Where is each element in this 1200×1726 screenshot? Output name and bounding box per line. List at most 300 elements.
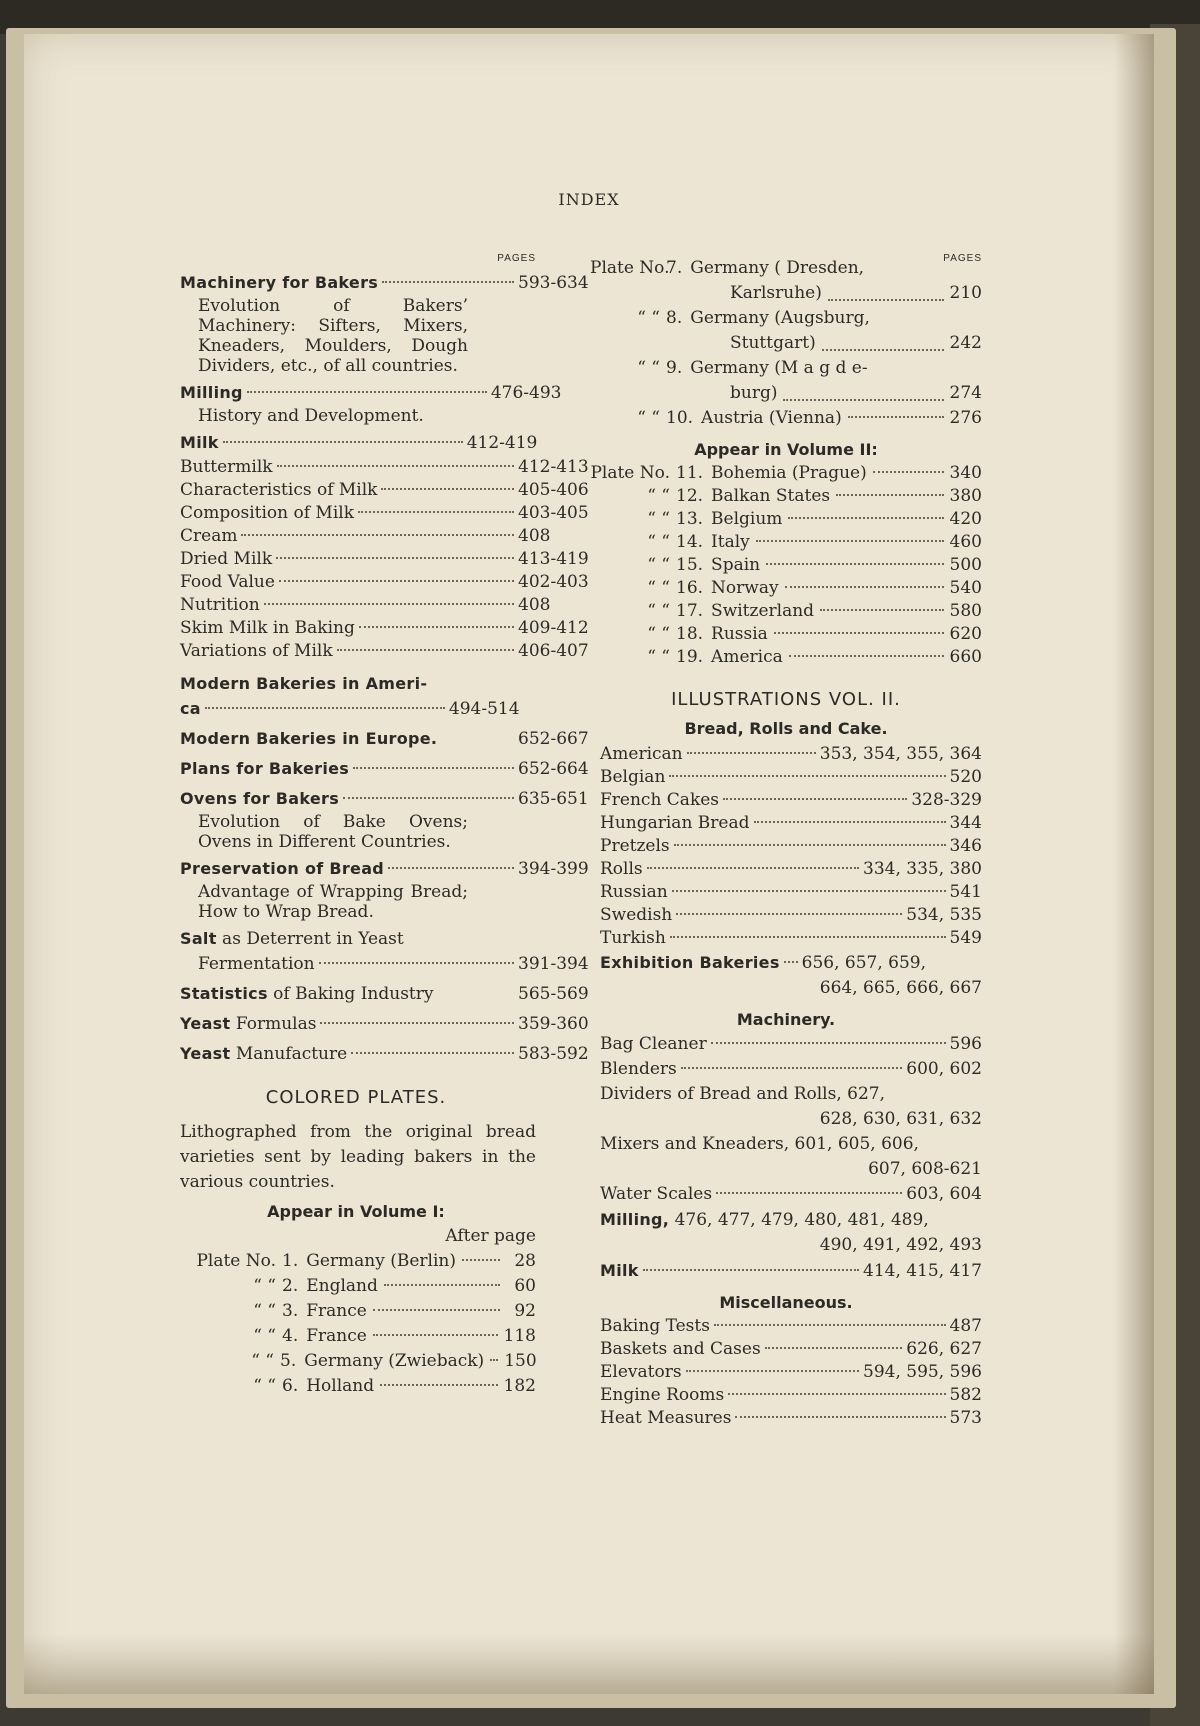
plate-page: 276	[949, 408, 982, 428]
entry-pages: 476, 477, 479, 480, 481, 489,	[669, 1210, 929, 1230]
plate-page: 60	[514, 1276, 536, 1296]
left-entries	[176, 270, 596, 456]
leader-dots	[822, 326, 944, 351]
plate-number: 14.	[676, 532, 704, 552]
plate-number: 11.	[676, 463, 704, 483]
index-entry	[590, 1258, 982, 1284]
index-entry	[590, 1182, 982, 1207]
plate-number: 6.	[282, 1376, 299, 1396]
plate-name-cont: Stuttgart)	[730, 333, 816, 353]
plate-name: Italy	[711, 532, 750, 552]
entry-pages: 656, 657, 659,	[801, 953, 927, 973]
entry-title: Water Scales	[600, 1184, 713, 1204]
leader-dots	[319, 962, 514, 964]
plate-prefix: “ “	[251, 1351, 274, 1371]
bread-heading: Bread, Rolls and Cake.	[684, 719, 888, 738]
entry-title: Skim Milk in Baking	[180, 618, 355, 638]
entry-pages: 413-419	[518, 549, 589, 569]
leader-dots	[373, 1309, 500, 1311]
entry-title: Milk	[600, 1261, 639, 1280]
entry-line-cont: 628, 630, 631, 632	[819, 1109, 982, 1129]
plate-name: Norway	[711, 578, 779, 598]
leader-dots	[205, 707, 445, 709]
plate-page: 420	[949, 509, 982, 529]
left-column	[176, 252, 596, 1399]
index-entry	[176, 856, 596, 922]
entry-description: Evolution of Bakers’ Machinery: Sifters, Mixers, Kneaders, Moulders, Dough Dividers, etc., of all countries.	[198, 296, 468, 376]
plate-page: 540	[949, 578, 982, 598]
plate-number: 1.	[282, 1251, 299, 1271]
entry-description: Advantage of Wrapping Bread; How to Wrap Bread.	[198, 882, 468, 922]
leader-dots	[728, 1393, 945, 1395]
entry-title: Ovens for Bakers	[180, 789, 340, 808]
entry-title-rest: of Baking Industry	[267, 984, 434, 1004]
plate-prefix: Plate No.	[590, 258, 670, 278]
entry-title: Exhibition Bakeries	[600, 953, 780, 972]
leader-dots	[669, 775, 945, 777]
page-title: INDEX	[558, 190, 620, 209]
entry-pages: 594, 595, 596	[863, 1362, 982, 1382]
leader-dots	[264, 603, 514, 605]
plate-name: Spain	[711, 555, 761, 575]
entry-row	[176, 696, 596, 722]
entry-title: Turkish	[600, 928, 666, 948]
appear-volume-1: Appear in Volume I:	[267, 1202, 445, 1221]
entry-title-line	[176, 926, 452, 952]
plate-prefix: Plate No.	[590, 463, 670, 483]
entry-pages: 534, 535	[906, 905, 982, 925]
entry-pages: 520	[949, 767, 982, 787]
index-entry	[176, 430, 596, 456]
entry-title: Milling	[180, 383, 243, 402]
plate-number: 13.	[676, 509, 704, 529]
plate-entry	[176, 1374, 536, 1399]
index-entry	[176, 479, 596, 502]
entry-pages: 626, 627	[906, 1339, 982, 1359]
plate-number: 4.	[282, 1326, 299, 1346]
entry-title: Yeast	[180, 1044, 231, 1063]
plate-prefix: “ “	[253, 1301, 276, 1321]
index-entry	[176, 756, 596, 782]
plate-prefix: “ “	[647, 555, 670, 575]
plate-prefix: “ “	[647, 486, 670, 506]
leader-dots	[351, 1052, 514, 1054]
plate-entry	[176, 1274, 536, 1299]
leader-dots	[674, 844, 946, 846]
leader-dots	[784, 961, 798, 963]
entry-pages: 652-664	[518, 759, 589, 779]
plate-number: 17.	[676, 601, 704, 621]
entry-title: Machinery for Bakers	[180, 273, 379, 292]
index-entry	[176, 270, 596, 296]
index-entry	[590, 1338, 982, 1361]
entry-title: Variations of Milk	[180, 641, 333, 661]
entry-title: American	[600, 744, 683, 764]
entry-line: Dividers of Bread and Rolls, 627,	[600, 1084, 885, 1104]
plates-volume-1	[176, 1249, 536, 1399]
illustrations-heading: ILLUSTRATIONS VOL. II.	[671, 689, 901, 710]
plate-entry	[590, 554, 982, 577]
entry-pages: 391-394	[518, 954, 589, 974]
plate-name: France	[306, 1301, 367, 1321]
plate-name: Bohemia (Prague)	[711, 463, 867, 483]
plate-entry	[590, 646, 982, 669]
entry-title: Nutrition	[180, 595, 260, 615]
entry-pages: 409-412	[518, 618, 589, 638]
index-entry	[176, 525, 596, 548]
plate-number: 2.	[282, 1276, 299, 1296]
book-page	[24, 34, 1154, 1694]
entry-pages: 402-403	[518, 572, 589, 592]
leader-dots	[836, 494, 943, 496]
gutter-shade	[1114, 34, 1154, 1694]
leader-dots	[735, 1416, 945, 1418]
plate-name: Belgium	[711, 509, 783, 529]
entry-pages: 573	[949, 1408, 982, 1428]
plate-page: 580	[949, 601, 982, 621]
entry-title: Russian	[600, 882, 668, 902]
entry-title: Modern Bakeries in Europe.	[180, 729, 438, 748]
plate-entry	[590, 462, 982, 485]
entry-pages: 353, 354, 355, 364	[819, 744, 982, 764]
leader-dots	[873, 471, 944, 473]
plate-page: 28	[514, 1251, 536, 1271]
leader-dots	[723, 798, 907, 800]
entry-pages: 412-419	[466, 433, 538, 453]
plate-name: Russia	[711, 624, 768, 644]
plates-volume-1-continued	[590, 256, 982, 431]
leader-dots	[353, 767, 514, 769]
plate-entry	[176, 1249, 536, 1274]
index-entry	[176, 1011, 596, 1037]
entry-title: Food Value	[180, 572, 275, 592]
plate-number: 16.	[676, 578, 704, 598]
leader-dots	[828, 276, 944, 301]
index-entry	[590, 881, 982, 904]
leader-dots	[358, 511, 514, 513]
entry-title: Belgian	[600, 767, 666, 787]
plate-page: 380	[949, 486, 982, 506]
entry-title: Milling,	[600, 1210, 670, 1229]
machinery-items	[590, 1032, 982, 1284]
entry-pages: 476-493	[490, 383, 562, 403]
entry-title: Salt	[180, 929, 217, 948]
colored-plates-description: Lithographed from the original bread varieties sent by leading bakers in the various countries.	[180, 1122, 536, 1192]
entry-pages: 593-634	[518, 273, 589, 293]
entry-pages-cont: 490, 491, 492, 493	[819, 1235, 982, 1255]
plate-page: 92	[514, 1301, 536, 1321]
entry-title: Preservation of Bread	[180, 859, 385, 878]
leader-dots	[382, 281, 514, 283]
entry-pages: 652-667	[518, 729, 589, 749]
index-entry	[590, 812, 982, 835]
index-entry	[590, 1361, 982, 1384]
index-entry	[590, 743, 982, 766]
plate-entry	[590, 531, 982, 554]
plate-entry-cont	[590, 331, 982, 356]
index-entry	[590, 904, 982, 927]
milling-entry	[590, 1207, 982, 1233]
plate-name-cont: Karlsruhe)	[730, 283, 822, 303]
plates-volume-2	[590, 462, 982, 669]
entry-pages: 582	[949, 1385, 982, 1405]
index-entry	[590, 1057, 982, 1082]
plate-name: Germany (Augsburg,	[690, 308, 870, 328]
leader-dots	[490, 1359, 498, 1361]
entry-title-line	[176, 1041, 347, 1067]
leader-dots	[788, 517, 943, 519]
plate-number: 18.	[676, 624, 704, 644]
plate-prefix: “ “	[647, 578, 670, 598]
entry-title: Yeast	[180, 1014, 231, 1033]
leader-dots	[783, 376, 943, 401]
leader-dots	[647, 867, 859, 869]
entry-title: ca	[180, 699, 201, 718]
entry-pages: 406-407	[518, 641, 589, 661]
leader-dots	[670, 936, 946, 938]
leader-dots	[388, 867, 514, 869]
index-entry	[176, 456, 596, 479]
entry-title: Dried Milk	[180, 549, 273, 569]
plate-page: 210	[949, 283, 982, 303]
entry-title: Buttermilk	[180, 457, 273, 477]
leader-dots	[384, 1284, 500, 1286]
milk-items	[176, 456, 596, 663]
leader-dots	[756, 540, 944, 542]
plate-page: 660	[949, 647, 982, 667]
entry-title-rest: Formulas	[230, 1014, 317, 1034]
index-entry	[176, 502, 596, 525]
entry-pages: 334, 335, 380	[863, 859, 982, 879]
index-entry	[176, 380, 596, 426]
leader-dots	[711, 1042, 946, 1044]
exhibition-entry	[590, 950, 982, 1001]
entry-title-rest: as Deterrent in Yeast	[216, 929, 404, 949]
index-entry	[590, 1315, 982, 1338]
leader-dots	[672, 890, 946, 892]
plate-number: 5.	[280, 1351, 297, 1371]
entry-title: Blenders	[600, 1059, 677, 1079]
leader-dots	[643, 1269, 859, 1271]
entry-pages: 405-406	[518, 480, 589, 500]
leader-dots	[279, 580, 514, 582]
entry-pages: 596	[949, 1034, 982, 1054]
plate-entry-cont	[590, 281, 982, 306]
entry-line: Mixers and Kneaders, 601, 605, 606,	[600, 1134, 919, 1154]
entry-title: Engine Rooms	[600, 1385, 725, 1405]
entry-line-cont: 607, 608-621	[868, 1159, 982, 1179]
entry-title-cont: Fermentation	[198, 954, 315, 974]
index-entry	[176, 786, 596, 852]
entry-title: Pretzels	[600, 836, 670, 856]
misc-items	[590, 1315, 982, 1430]
leader-dots	[359, 626, 514, 628]
entry-title: Modern Bakeries in Ameri-	[180, 674, 428, 693]
entry-title: Heat Measures	[600, 1408, 732, 1428]
index-entry	[176, 548, 596, 571]
right-column	[590, 252, 1010, 1430]
entry-pages: 346	[949, 836, 982, 856]
plate-name: Balkan States	[711, 486, 831, 506]
plate-prefix: “ “	[637, 408, 660, 428]
plate-prefix: “ “	[253, 1326, 276, 1346]
index-entry	[176, 640, 596, 663]
index-entry	[176, 617, 596, 640]
entry-title: Elevators	[600, 1362, 682, 1382]
entry-title: Statistics	[180, 984, 268, 1003]
index-entry	[590, 927, 982, 950]
plate-entry	[590, 600, 982, 623]
plate-page: 460	[949, 532, 982, 552]
plate-page: 620	[949, 624, 982, 644]
leader-dots	[343, 797, 514, 799]
entry-pages: 494-514	[448, 699, 520, 719]
entry-pages: 487	[949, 1316, 982, 1336]
index-entry	[176, 926, 596, 977]
machinery-heading: Machinery.	[736, 1010, 836, 1029]
index-entry	[590, 1032, 982, 1057]
plate-name: Austria (Vienna)	[701, 408, 842, 428]
plate-number: 12.	[676, 486, 704, 506]
plate-page: 182	[503, 1376, 536, 1396]
plate-number: 9.	[666, 358, 683, 378]
plate-prefix: “ “	[647, 601, 670, 621]
plate-entry	[590, 406, 982, 431]
leader-dots	[241, 534, 514, 536]
leader-dots	[381, 488, 514, 490]
entry-pages: 541	[949, 882, 982, 902]
plate-prefix: “ “	[253, 1376, 276, 1396]
entry-title: Plans for Bakeries	[180, 759, 350, 778]
leader-dots	[681, 1067, 903, 1069]
plate-name: France	[306, 1326, 367, 1346]
entry-pages: 408	[518, 526, 551, 546]
entry-pages: 603, 604	[906, 1184, 982, 1204]
entry-pages: 394-399	[518, 859, 589, 879]
plate-page: 118	[503, 1326, 536, 1346]
entry-pages: 600, 602	[906, 1059, 982, 1079]
index-entry	[176, 594, 596, 617]
index-entry	[590, 835, 982, 858]
plate-prefix: “ “	[637, 358, 660, 378]
plate-entry	[590, 577, 982, 600]
index-entry	[176, 671, 596, 722]
plate-page: 340	[949, 463, 982, 483]
leader-dots	[716, 1192, 902, 1194]
entry-title: Baking Tests	[600, 1316, 710, 1336]
index-entry	[176, 380, 596, 406]
leader-dots	[789, 655, 944, 657]
leader-dots	[687, 752, 816, 754]
plate-number: 7.	[666, 258, 683, 278]
entry-title-line	[176, 1011, 316, 1037]
index-entry	[176, 981, 596, 1007]
plate-name: Germany (Zwieback)	[304, 1351, 485, 1371]
leader-dots	[373, 1334, 498, 1336]
plate-name: Germany (M a g d e-	[690, 358, 868, 378]
entry-pages-cont: 664, 665, 666, 667	[819, 978, 982, 998]
plate-prefix: “ “	[647, 509, 670, 529]
entry-pages: 583-592	[518, 1044, 589, 1064]
leader-dots	[380, 1384, 497, 1386]
leader-dots	[676, 913, 902, 915]
leader-dots	[785, 586, 944, 588]
plate-prefix: “ “	[647, 532, 670, 552]
entry-pages: 414, 415, 417	[863, 1261, 982, 1281]
entry-pages: 403-405	[518, 503, 589, 523]
entry-title: Milk	[180, 433, 219, 452]
entry-title: Bag Cleaner	[600, 1034, 707, 1054]
entry-pages: 328-329	[911, 790, 982, 810]
leader-dots	[686, 1370, 859, 1372]
plate-name: Germany ( Dresden,	[690, 258, 865, 278]
bottom-edge	[24, 1634, 1154, 1694]
leader-dots	[247, 391, 487, 393]
leader-dots	[223, 441, 463, 443]
index-entry	[176, 1041, 596, 1067]
plate-entry	[176, 1349, 536, 1374]
entry-title: Baskets and Cases	[600, 1339, 761, 1359]
leader-dots	[714, 1324, 946, 1326]
plate-page: 150	[504, 1351, 537, 1371]
entry-pages: 344	[949, 813, 982, 833]
plate-prefix: “ “	[647, 647, 670, 667]
index-entry	[176, 270, 596, 376]
plate-page: 500	[949, 555, 982, 575]
index-entry	[590, 789, 982, 812]
entry-description: Evolution of Bake Ovens; Ovens in Different Countries.	[198, 812, 468, 852]
leader-dots	[765, 1347, 903, 1349]
leader-dots	[277, 465, 514, 467]
entry-title-line	[176, 981, 433, 1007]
entry-title-rest: Manufacture	[230, 1044, 348, 1064]
plate-entry	[590, 623, 982, 646]
plate-number: 10.	[666, 408, 694, 428]
plate-number: 8.	[666, 308, 683, 328]
pages-header-right: PAGES	[943, 253, 982, 264]
leader-dots	[754, 821, 946, 823]
entry-pages: 565-569	[518, 984, 589, 1004]
index-entry	[590, 766, 982, 789]
bread-items	[590, 743, 982, 950]
entry-pages: 359-360	[518, 1014, 589, 1034]
entry-title: French Cakes	[600, 790, 720, 810]
leader-dots	[320, 1022, 514, 1024]
plate-number: 19.	[676, 647, 704, 667]
entry-pages: 408	[518, 595, 551, 615]
entry-title: Rolls	[600, 859, 643, 879]
plate-name: Germany (Berlin)	[306, 1251, 456, 1271]
entry-title: Hungarian Bread	[600, 813, 750, 833]
plate-name: Switzerland	[711, 601, 815, 621]
entry-pages: 549	[949, 928, 982, 948]
pages-header-left: PAGES	[497, 253, 536, 264]
leader-dots	[848, 416, 944, 418]
index-entry	[176, 726, 596, 752]
leader-dots	[820, 609, 943, 611]
entry-title: Swedish	[600, 905, 673, 925]
plate-name: England	[306, 1276, 378, 1296]
plate-entry	[176, 1324, 536, 1349]
misc-heading: Miscellaneous.	[719, 1293, 853, 1312]
plate-name: Holland	[306, 1376, 375, 1396]
plate-prefix: “ “	[637, 308, 660, 328]
leader-dots	[337, 649, 514, 651]
plate-name-cont: burg)	[730, 383, 778, 403]
index-entry	[590, 1407, 982, 1430]
entry-title: Cream	[180, 526, 238, 546]
plate-number: 3.	[282, 1301, 299, 1321]
